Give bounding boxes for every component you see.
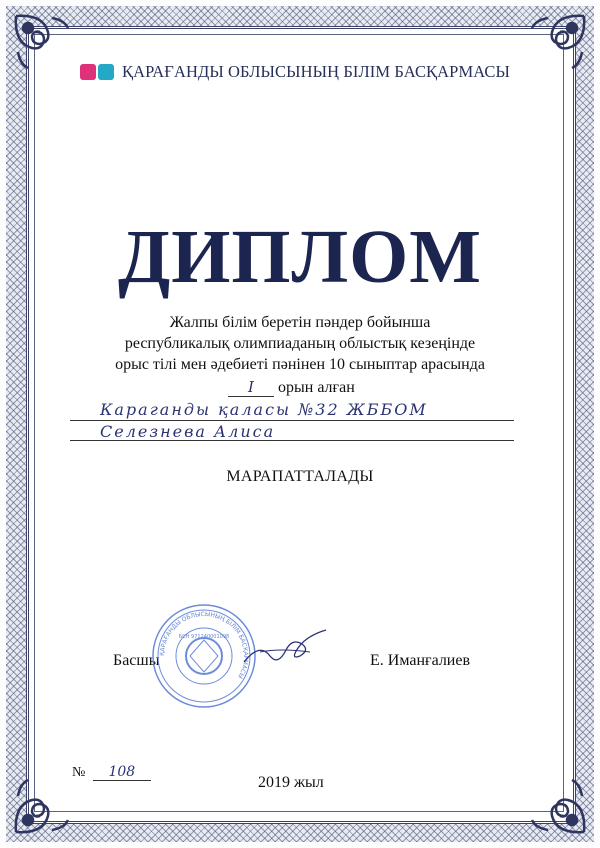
body-line: Жалпы білім беретін пәндер бойынша — [169, 314, 431, 331]
recipient-name: Селезнева Алиса — [100, 422, 276, 441]
director-name: Е. Иманғалиев — [370, 652, 471, 669]
issue-year: 2019 жыл — [258, 774, 324, 791]
corner-ornament-icon — [522, 770, 592, 840]
stamp-bin: БСН 971240001098 — [178, 634, 230, 640]
school-handwritten: Караганды қаласы №32 ЖББОМ — [100, 400, 428, 419]
award-text: МАРАПАТТАЛАДЫ — [226, 468, 374, 485]
stamp-text: ҚАРАҒАНДЫ ОБЛЫСЫНЫҢ БІЛІМ БАСҚАРМАСЫ — [158, 610, 250, 680]
logo-icon — [80, 63, 116, 81]
diploma-title: ДИПЛОМ — [118, 215, 482, 299]
corner-ornament-icon — [8, 770, 78, 840]
body-line: орыс тілі мен әдебиеті пәнінен 10 сыныптар арасында — [115, 356, 485, 373]
signature-icon — [240, 622, 330, 672]
recipient-line — [70, 420, 514, 441]
body-line: республикалық олимпиаданың облыстық кезеңінде — [124, 335, 476, 352]
header — [80, 60, 510, 84]
document-number — [72, 764, 151, 781]
place-value: I — [228, 378, 274, 397]
school-line — [70, 400, 514, 421]
number-sign: № — [72, 765, 86, 780]
director-label: Басшы — [113, 652, 160, 669]
svg-text:ҚАРАҒАНДЫ ОБЛЫСЫНЫҢ БІЛІМ БАСҚ — [159, 611, 249, 680]
organization-name: ҚАРАҒАНДЫ ОБЛЫСЫНЫҢ БІЛІМ БАСҚАРМАСЫ — [122, 62, 511, 81]
place-line — [228, 378, 355, 397]
diploma-body — [60, 312, 540, 375]
place-suffix: орын алған — [278, 379, 355, 396]
number-value: 108 — [93, 764, 151, 781]
corner-ornament-icon — [8, 8, 78, 78]
corner-ornament-icon — [522, 8, 592, 78]
